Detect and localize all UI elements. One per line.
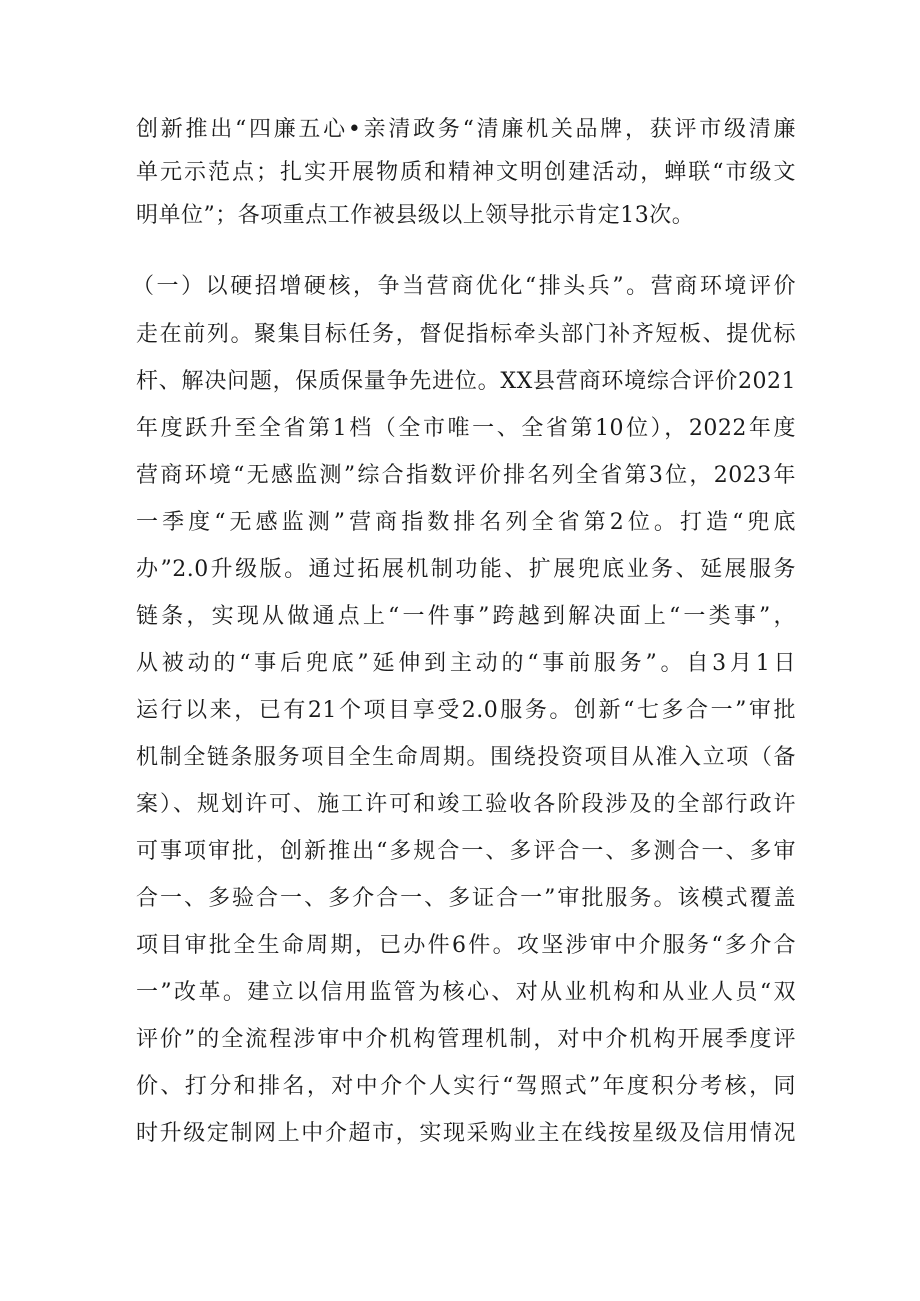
text-line: （一）以硬招增硬核，争当营商优化“排头兵”。营商环境评价	[132, 274, 796, 299]
text-line: 时升级定制网上中介超市，实现采购业主在线按星级及信用情况	[136, 1121, 796, 1146]
text-line: 办”2.0升级版。通过拓展机制功能、扩展兜底业务、延展服务	[136, 557, 796, 582]
text-line: 杆、解决问题，保质保量争先进位。XX县营商环境综合评价2021	[136, 369, 796, 394]
text-line: 合一、多验合一、多介合一、多证合一”审批服务。该模式覆盖	[136, 886, 796, 911]
text-line: 营商环境“无感监测”综合指数评价排名列全省第3位，2023年	[136, 463, 796, 488]
text-line: 一”改革。建立以信用监管为核心、对从业机构和从业人员“双	[136, 980, 796, 1005]
text-line: 价、打分和排名，对中介个人实行“驾照式”年度积分考核，同	[136, 1074, 796, 1099]
text-line: 走在前列。聚集目标任务，督促指标牵头部门补齐短板、提优标	[136, 322, 796, 347]
text-line: 明单位”；各项重点工作被县级以上领导批示肯定13次。	[136, 203, 695, 228]
text-line: 单元示范点；扎实开展物质和精神文明创建活动，蝉联“市级文	[136, 160, 796, 185]
text-line: 项目审批全生命周期，已办件6件。攻坚涉审中介服务“多介合	[136, 933, 796, 958]
text-line: 案）、规划许可、施工许可和竣工验收各阶段涉及的全部行政许	[136, 792, 796, 817]
text-line: 运行以来，已有21个项目享受2.0服务。创新“七多合一”审批	[136, 698, 796, 723]
text-line: 从被动的“事后兜底”延伸到主动的“事前服务”。自3月1日	[136, 651, 796, 676]
text-line: 可事项审批，创新推出“多规合一、多评合一、多测合一、多审	[136, 839, 796, 864]
text-line: 一季度“无感监测”营商指数排名列全省第2位。打造“兜底	[136, 510, 796, 535]
text-line: 评价”的全流程涉审中介机构管理机制，对中介机构开展季度评	[136, 1027, 796, 1052]
text-line: 年度跃升至全省第1档（全市唯一、全省第10位），2022年度	[136, 416, 796, 441]
text-line: 机制全链条服务项目全生命周期。围绕投资项目从准入立项（备	[136, 745, 796, 770]
text-line: 链条，实现从做通点上“一件事”跨越到解决面上“一类事”，	[136, 604, 796, 629]
text-line: 创新推出“四廉五心•亲清政务“清廉机关品牌，获评市级清廉	[136, 117, 796, 142]
